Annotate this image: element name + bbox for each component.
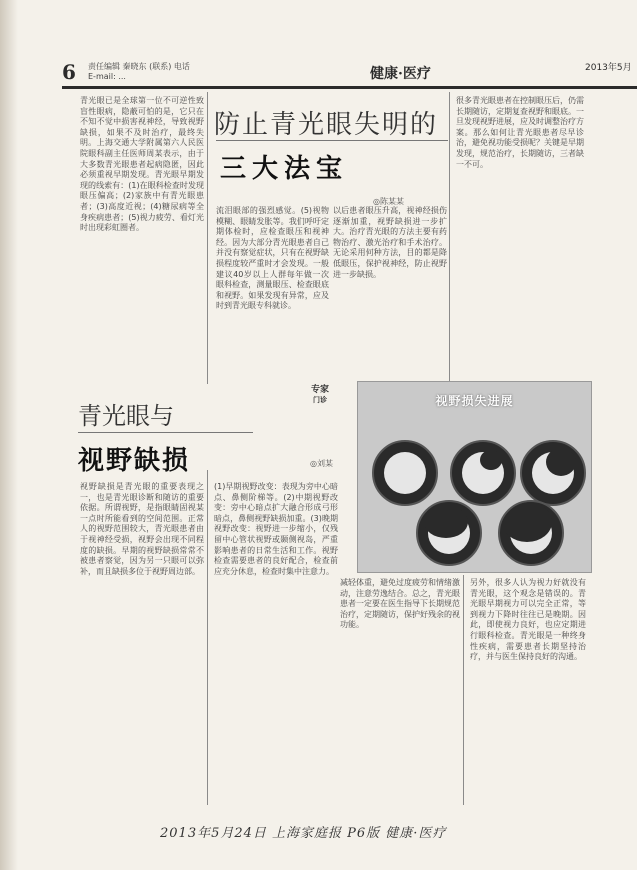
article1-byline: ◎陈某某 xyxy=(373,197,404,206)
article1-column-mid-right: 以后患者眼压升高，视神经损伤逐渐加重，视野缺损进一步扩大。治疗青光眼的方法主要有药物治疗、激光治疗和手术治疗。无论采用何种方法，目的都是降低眼压，保护视神经，防止视野进一步缺损。 xyxy=(333,206,447,279)
article1-title: 防止青光眼失明的 xyxy=(214,110,439,140)
eye-diagram xyxy=(450,440,516,506)
title-rule xyxy=(78,432,253,433)
eye-diagram xyxy=(498,500,564,566)
column-divider xyxy=(207,92,208,384)
issue-date: 2013年5月 xyxy=(585,63,632,73)
section-title: 健康·医疗 xyxy=(370,66,431,82)
column-divider xyxy=(449,92,450,384)
page-number: 6 xyxy=(62,60,76,84)
expert-tag xyxy=(300,382,340,410)
article2-byline: ◎刘某 xyxy=(310,459,333,468)
article2-subtitle: 视野缺损 xyxy=(78,446,191,476)
article2-column-mid: (1)早期视野改变：表现为旁中心暗点、鼻侧阶梯等。(2)中期视野改变：旁中心暗点扩大融合形成弓形暗点，鼻侧视野缺损加重。(3)晚期视野改变：视野进一步缩小，仅残留中心管状视野或颞侧视岛，严重影响患者的日常生活和工作。视野检查需要患者的良好配合，检查前应充分休息，检查时集中注意力。 xyxy=(214,482,338,576)
column-divider xyxy=(463,575,464,805)
visual-field-figure xyxy=(357,381,592,573)
field-defect xyxy=(502,502,552,542)
article2-column-left: 视野缺损是青光眼的重要表现之一，也是青光眼诊断和随访的重要依据。所谓视野，是指眼睛固视某一点时所能看到的空间范围。正常人的视野范围较大，青光眼患者由于视神经受损，视野会出现不同程度的缺损。早期的视野缺损常常不被患者察觉，因为另一只眼可以弥补，而且缺损多位于视野周边部。 xyxy=(80,482,204,576)
field-defect xyxy=(546,448,576,476)
header-rule xyxy=(62,86,637,89)
header-contact xyxy=(88,62,190,82)
article2-title: 青光眼与 xyxy=(78,402,174,430)
eye-diagram xyxy=(416,500,482,566)
column-divider xyxy=(207,470,208,805)
article2-column-mid-right: 减轻体重，避免过度疲劳和情绪激动，注意劳逸结合。总之，青光眼患者一定要在医生指导下长期规范治疗，定期随访，保护好残余的视功能。 xyxy=(340,578,460,630)
header-contact-line: E-mail: ... xyxy=(88,72,126,81)
article1-column-right: 很多青光眼患者在控制眼压后，仍需长期随访，定期复查视野和眼底。一旦发现视野进展，应及时调整治疗方案。那么如何让青光眼患者尽早诊治，避免视功能受损呢？关键是早期发现，规范治疗，长期随访，三者缺一不可。 xyxy=(456,96,584,169)
visual-field xyxy=(384,452,426,494)
handwritten-source-note: 2013年5月24日 上海家庭报 P6版 健康·医疗 xyxy=(160,826,447,841)
expert-tag-line: 门诊 xyxy=(313,396,327,404)
title-rule xyxy=(216,140,448,141)
article1-subtitle: 三大法宝 xyxy=(220,154,349,184)
article2-column-right: 另外，很多人认为视力好就没有青光眼，这个观念是错误的。青光眼早期视力可以完全正常，等到视力下降时往往已是晚期。因此，即使视力良好，也应定期进行眼科检查。青光眼是一种终身性疾病，需要患者长期坚持治疗，并与医生保持良好的沟通。 xyxy=(470,578,586,662)
field-defect xyxy=(480,450,502,470)
article1-column-mid: 流泪眼部的强烈感觉。(5)视物模糊、眼睛发胀等。我们呼吁定期体检时，应检查眼压和视神经。因为大部分青光眼患者自己并没有察觉症状，只有在视野缺损程度较严重时才会发现。一般建议40岁以上人群每年做一次眼科检查，测量眼压、检查眼底和视野。如果发现有异常，应及时到青光眼专科就诊。 xyxy=(216,206,329,311)
field-defect xyxy=(424,506,468,538)
scan-edge xyxy=(0,0,18,870)
expert-tag-line: 专家 xyxy=(310,385,329,395)
header-contact-line: 责任编辑 秦晓东 (联系) 电话 xyxy=(88,62,190,71)
eye-diagram xyxy=(372,440,438,506)
article1-column-left: 青光眼已是全球第一位不可逆性致盲性眼病，隐蔽可怕的是，它只在不知不觉中损害视神经，导致视野缺损，如果不及时治疗，最终失明。上海交通大学附属第六人民医院眼科副主任医师周某表示，由于大多数青光眼患者起病隐匿，因此必须重视早期发现。青光眼早期发现的线索有：(1)在眼科检查时发现眼压偏高；(2)家族中有青光眼患者；(3)高度近视；(4)糖尿病等全身疾病患者；(5)视力疲劳、看灯光时出现彩虹圈者。 xyxy=(80,96,204,233)
figure-title: 视野损失进展 xyxy=(435,394,514,408)
eye-diagram xyxy=(520,440,586,506)
